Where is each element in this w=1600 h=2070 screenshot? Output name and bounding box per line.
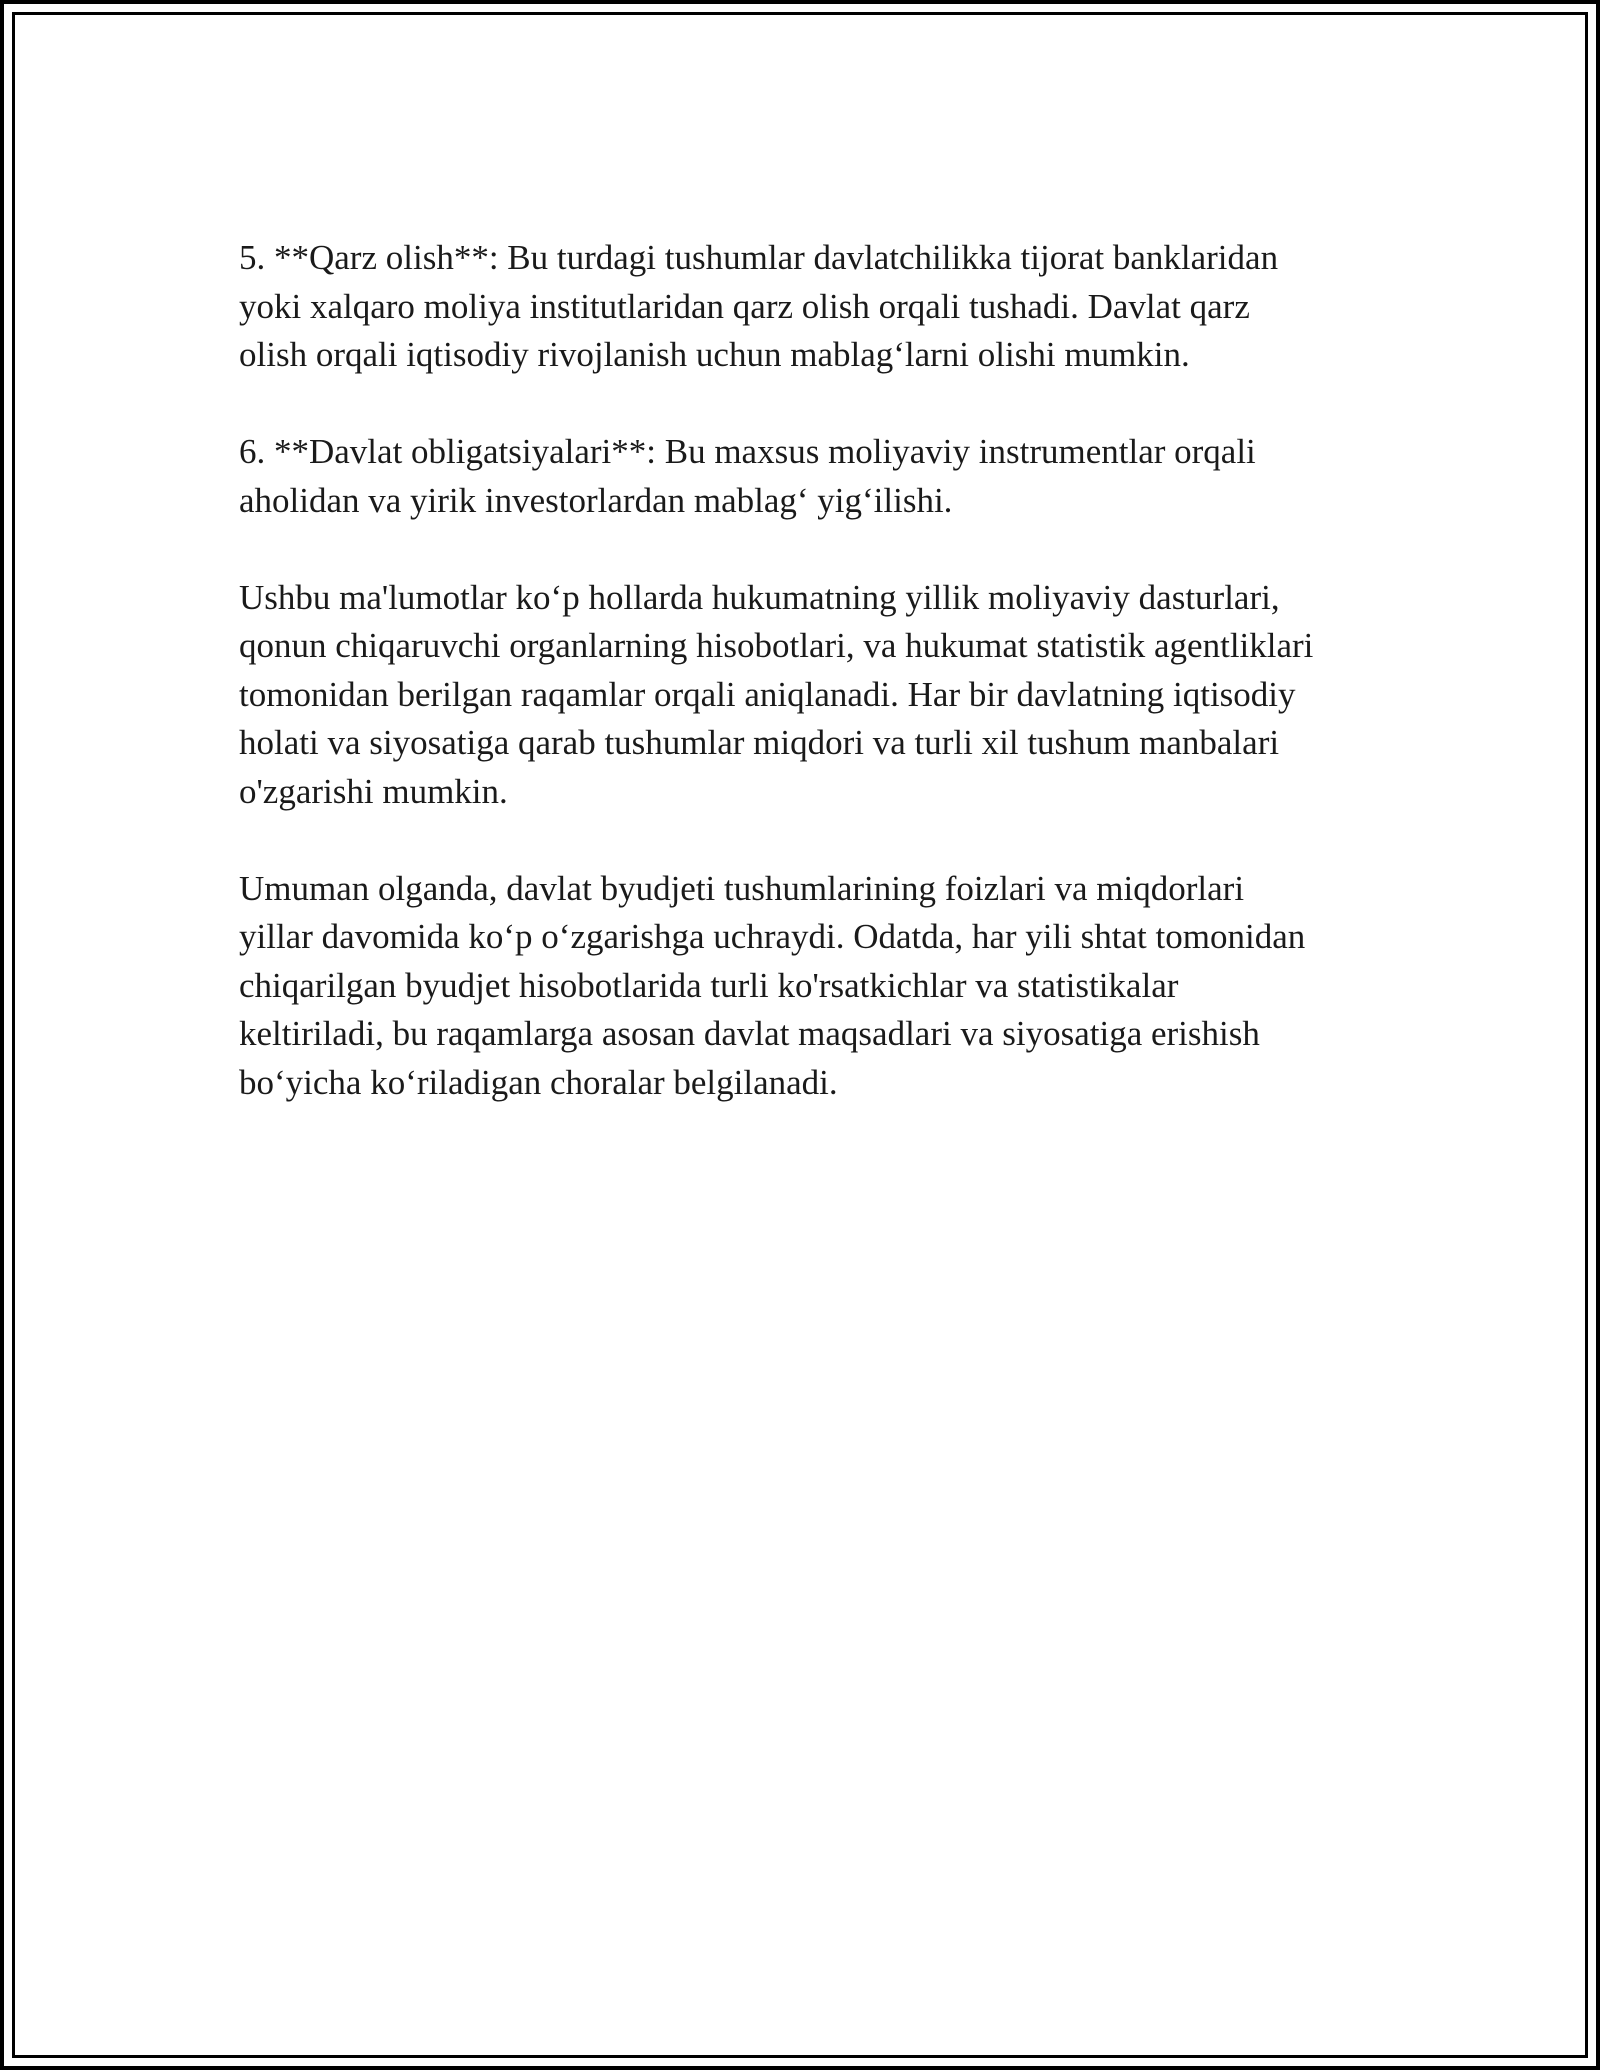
text-line: keltiriladi, bu raqamlarga asosan davlat maqsadlari va siyosatiga erishish <box>239 1014 1260 1053</box>
text-line: tomonidan berilgan raqamlar orqali aniqlanadi. Har bir davlatning iqtisodiy <box>239 674 1296 714</box>
paragraph-qarz-olish <box>239 234 1389 380</box>
text-line: o'zgarishi mumkin. <box>239 771 508 811</box>
paragraph-malumotlar-manbasi <box>239 574 1389 817</box>
text-line: bo‘yicha ko‘riladigan choralar belgilanadi. <box>239 1062 838 1102</box>
text-line: olish orqali iqtisodiy rivojlanish uchun mablag‘larni olishi mumkin. <box>239 335 1190 374</box>
document-body <box>239 234 1389 1156</box>
text-line: Umuman olganda, davlat byudjeti tushumlarining foizlari va miqdorlari <box>239 868 1245 908</box>
text-line: Ushbu ma'lumotlar ko‘p hollarda hukumatning yillik moliyaviy dasturlari, <box>239 577 1280 617</box>
text-line: yoki xalqaro moliya institutlaridan qarz olish orqali tushadi. Davlat qarz <box>239 286 1250 326</box>
text-line: 5. **Qarz olish**: Bu turdagi tushumlar davlatchilikka tijorat banklaridan <box>239 238 1279 277</box>
text-line: yillar davomida ko‘p o‘zgarishga uchraydi. Odatda, har yili shtat tomonidan <box>239 917 1306 956</box>
text-line: holati va siyosatiga qarab tushumlar miqdori va turli xil tushum manbalari <box>239 723 1280 762</box>
text-line: aholidan va yirik investorlardan mablag‘ yig‘ilishi. <box>239 480 953 520</box>
text-line: 6. **Davlat obligatsiyalari**: Bu maxsus moliyaviy instrumentlar orqali <box>239 432 1256 471</box>
paragraph-xulosa <box>239 865 1389 1108</box>
text-line: chiqarilgan byudjet hisobotlarida turli ko'rsatkichlar va statistikalar <box>239 965 1179 1005</box>
paragraph-davlat-obligatsiyalari <box>239 428 1389 525</box>
text-line: qonun chiqaruvchi organlarning hisobotlari, va hukumat statistik agentliklari <box>239 626 1314 665</box>
